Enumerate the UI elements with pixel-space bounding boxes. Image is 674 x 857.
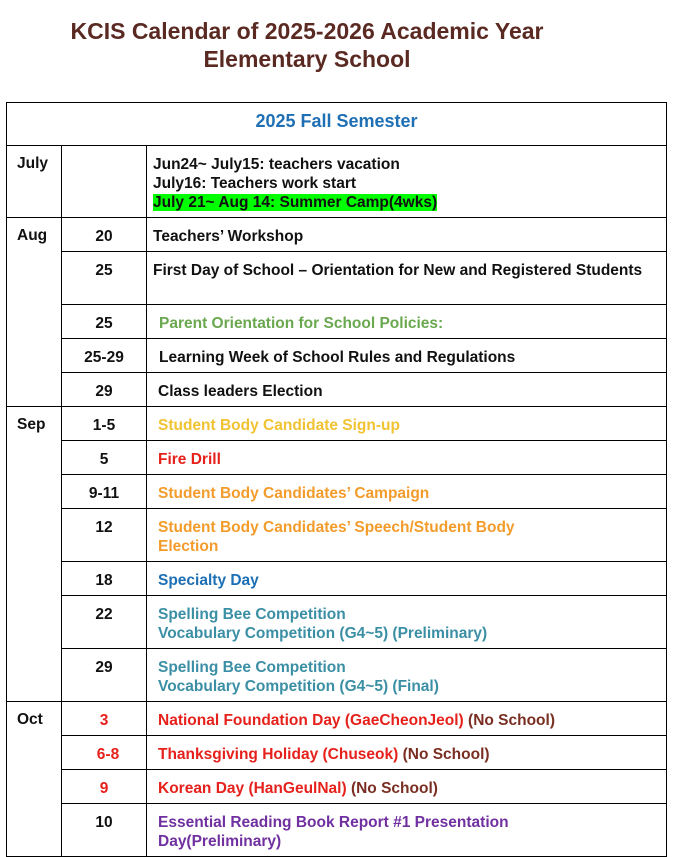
table-row — [7, 305, 667, 339]
event-cell: Learning Week of School Rules and Regulations — [147, 339, 667, 373]
event-text: Spelling Bee Competition — [158, 659, 346, 676]
event-text: Spelling Bee Competition — [158, 606, 346, 623]
event-cell: Parent Orientation for School Policies: — [147, 305, 667, 339]
day-cell: 18 — [62, 562, 147, 596]
event-cell: Specialty Day — [147, 562, 667, 596]
event-cell — [147, 736, 667, 770]
event-cell: Student Body Candidates’ Speech/Student Body Election — [147, 509, 667, 562]
day-cell: 22 — [62, 596, 147, 649]
table-row — [7, 702, 667, 736]
table-row — [7, 509, 667, 562]
table-row — [7, 770, 667, 804]
table-row — [7, 736, 667, 770]
event-cell: Essential Reading Book Report #1 Presentation Day(Preliminary) — [147, 804, 667, 857]
event-text: Vocabulary Competition (G4~5) (Preliminary) — [158, 625, 488, 642]
table-row — [7, 407, 667, 441]
semester-heading: 2025 Fall Semester — [7, 103, 667, 146]
table-row — [7, 596, 667, 649]
table-row — [7, 218, 667, 252]
event-text: Vocabulary Competition (G4~5) (Final) — [158, 678, 439, 695]
day-cell: 9 — [62, 770, 147, 804]
calendar-table — [6, 102, 667, 857]
event-text: Thanksgiving Holiday (Chuseok) — [158, 746, 399, 763]
event-text: Jun24~ July15: teachers vacation — [153, 156, 400, 173]
table-row — [7, 475, 667, 509]
month-label-aug: Aug — [7, 218, 62, 407]
table-row — [7, 441, 667, 475]
day-cell: 12 — [62, 509, 147, 562]
no-school-note: (No School) — [468, 712, 555, 729]
day-cell: 20 — [62, 218, 147, 252]
table-row — [7, 649, 667, 702]
event-text: National Foundation Day (GaeCheonJeol) — [158, 712, 464, 729]
day-cell: 29 — [62, 649, 147, 702]
day-cell: 1-5 — [62, 407, 147, 441]
table-row — [7, 804, 667, 857]
semester-row — [7, 103, 667, 146]
event-cell — [147, 649, 667, 702]
day-cell: 25 — [62, 305, 147, 339]
event-cell: Teachers’ Workshop — [147, 218, 667, 252]
table-row — [7, 146, 667, 218]
event-cell — [147, 596, 667, 649]
event-cell: Student Body Candidates’ Campaign — [147, 475, 667, 509]
event-cell — [147, 146, 667, 218]
table-row — [7, 562, 667, 596]
day-cell: 10 — [62, 804, 147, 857]
event-text: July16: Teachers work start — [153, 175, 357, 192]
no-school-note: (No School) — [402, 746, 490, 763]
event-cell — [147, 770, 667, 804]
day-cell: 6-8 — [62, 736, 147, 770]
event-cell: Student Body Candidate Sign-up — [147, 407, 667, 441]
day-cell: 29 — [62, 373, 147, 407]
day-cell — [62, 146, 147, 218]
table-row — [7, 373, 667, 407]
table-row — [7, 252, 667, 305]
month-label-july: July — [7, 146, 62, 218]
page-subtitle: Elementary School — [203, 46, 411, 72]
day-cell: 9-11 — [62, 475, 147, 509]
page-title: KCIS Calendar of 2025-2026 Academic Year — [70, 18, 544, 44]
event-text: Korean Day (HanGeulNal) — [158, 780, 347, 797]
table-row — [7, 339, 667, 373]
event-cell: Fire Drill — [147, 441, 667, 475]
day-cell: 25 — [62, 252, 147, 305]
month-label-oct: Oct — [7, 702, 62, 857]
day-cell: 3 — [62, 702, 147, 736]
event-cell: Class leaders Election — [147, 373, 667, 407]
day-cell: 25-29 — [62, 339, 147, 373]
event-cell — [147, 702, 667, 736]
highlighted-event-text: July 21~ Aug 14: Summer Camp(4wks) — [153, 194, 438, 211]
day-cell: 5 — [62, 441, 147, 475]
month-label-sep: Sep — [7, 407, 62, 702]
no-school-note: (No School) — [350, 780, 438, 797]
event-cell: First Day of School – Orientation for New and Registered Students — [147, 252, 667, 305]
